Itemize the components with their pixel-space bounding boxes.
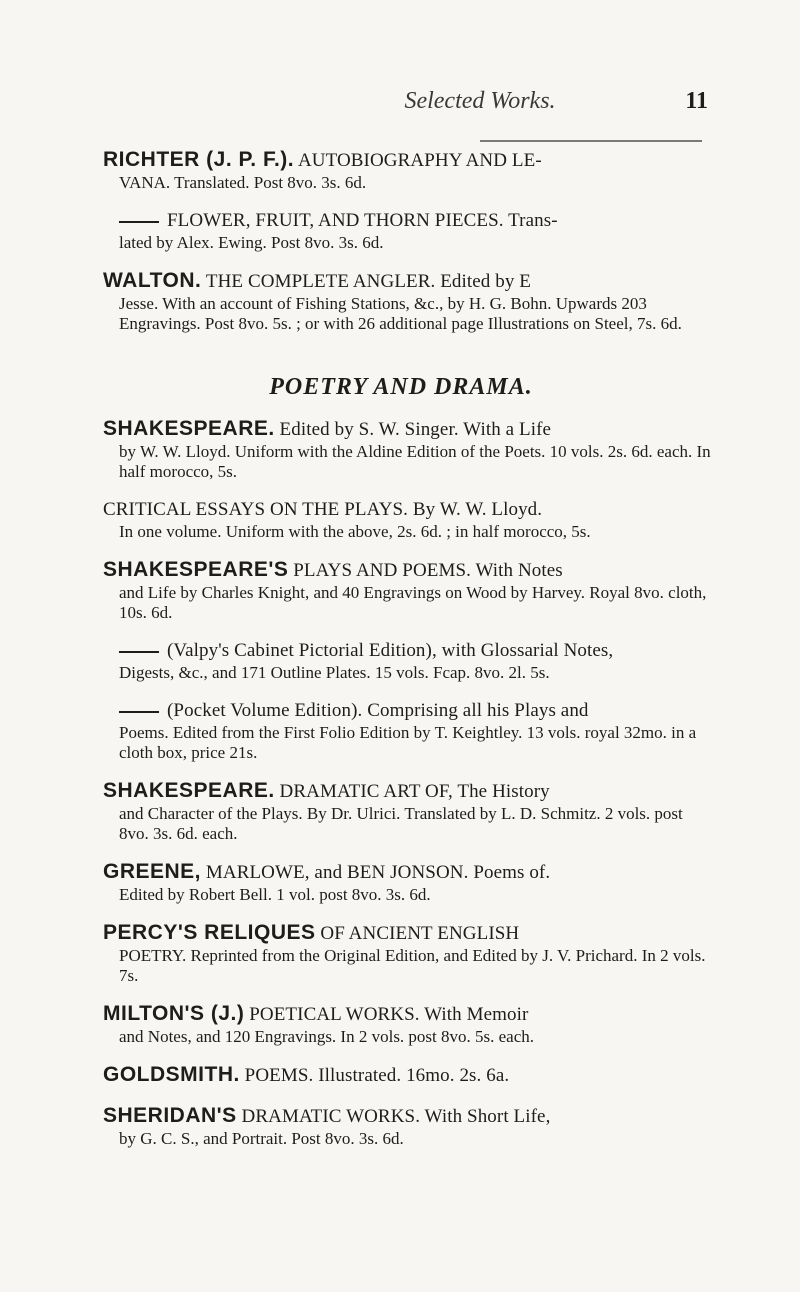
entry-heading: RICHTER (J. P. F.). (103, 148, 295, 171)
entry-heading: MILTON'S (J.) (103, 1002, 245, 1025)
entry-description: by W. W. Lloyd. Uniform with the Aldine Edition of the Poets. 10 vols. 2s. 6d. each. In half morocco, 5s. (119, 442, 711, 481)
entry-heading: SHAKESPEARE. (103, 779, 275, 802)
ditto-dash (119, 221, 159, 223)
entry-heading: WALTON. (103, 269, 202, 292)
catalogue-entry (103, 558, 713, 623)
entry-heading: SHAKESPEARE'S (103, 558, 289, 581)
entry-description: lated by Alex. Ewing. Post 8vo. 3s. 6d. (119, 233, 384, 252)
entry-title: THE COMPLETE ANGLER. Edited by E (201, 271, 532, 292)
page-header (0, 88, 800, 124)
catalogue-entry (103, 1104, 713, 1149)
catalogue-listing (103, 148, 713, 1149)
entry-title: AUTOBIOGRAPHY AND LE- (294, 150, 542, 171)
entry-title: (Pocket Volume Edition). Comprising all his Plays and (167, 700, 589, 721)
entry-description: In one volume. Uniform with the above, 2s. 6d. ; in half morocco, 5s. (119, 522, 591, 541)
entry-title: FLOWER, FRUIT, AND THORN PIECES. Trans- (167, 210, 558, 231)
section-heading: POETRY AND DRAMA. (269, 374, 533, 400)
catalogue-entry (103, 1002, 713, 1047)
entry-heading: GOLDSMITH. (103, 1063, 240, 1086)
entry-heading: SHAKESPEARE. (103, 417, 275, 440)
entry-description: and Character of the Plays. By Dr. Ulrici. Translated by L. D. Schmitz. 2 vols. post 8vo. 3s. 6d. each. (119, 804, 683, 843)
entry-title: (Valpy's Cabinet Pictorial Edition), with Glossarial Notes, (167, 640, 614, 661)
running-title: Selected Works. (404, 88, 556, 114)
catalogue-entry (103, 921, 713, 986)
catalogue-entry (103, 779, 713, 844)
entry-title: POEMS. Illustrated. 16mo. 2s. 6a. (239, 1065, 510, 1086)
entry-title: PLAYS AND POEMS. With Notes (288, 560, 563, 581)
entry-heading: SHERIDAN'S (103, 1104, 237, 1127)
entry-description: Jesse. With an account of Fishing Stations, &c., by H. G. Bohn. Upwards 203 Engravings. Post 8vo. 5s. ; or with 26 additional page Illustrations on Steel, 7s. 6d. (119, 294, 682, 333)
entry-description: by G. C. S., and Portrait. Post 8vo. 3s. 6d. (119, 1129, 404, 1148)
entry-description: Digests, &c., and 171 Outline Plates. 15 vols. Fcap. 8vo. 2l. 5s. (119, 663, 550, 682)
catalogue-entry (103, 498, 713, 542)
page-number: 11 (685, 88, 708, 114)
entry-title: DRAMATIC WORKS. With Short Life, (236, 1106, 551, 1127)
ditto-dash (119, 651, 159, 653)
entry-title: Edited by S. W. Singer. With a Life (274, 419, 552, 440)
entry-description: and Life by Charles Knight, and 40 Engravings on Wood by Harvey. Royal 8vo. cloth, 10s. 6d. (119, 583, 707, 622)
catalogue-entry (103, 699, 713, 763)
entry-description: POETRY. Reprinted from the Original Edition, and Edited by J. V. Prichard. In 2 vols. 7s. (119, 946, 706, 985)
catalogue-entry (103, 269, 713, 334)
entry-description: Edited by Robert Bell. 1 vol. post 8vo. 3s. 6d. (119, 885, 431, 904)
entry-title: POETICAL WORKS. With Memoir (244, 1004, 529, 1025)
catalogue-entry (103, 417, 713, 482)
catalogue-entry (103, 209, 713, 253)
entry-title: MARLOWE, and BEN JONSON. Poems of. (201, 862, 551, 883)
catalogue-entry (103, 860, 713, 905)
header-rule (480, 140, 702, 142)
entry-title: OF ANCIENT ENGLISH (315, 923, 520, 944)
catalogue-entry (103, 148, 713, 193)
entry-description: and Notes, and 120 Engravings. In 2 vols. post 8vo. 5s. each. (119, 1027, 535, 1046)
entry-heading: PERCY'S RELIQUES (103, 921, 316, 944)
catalogue-entry (103, 639, 713, 683)
entry-title: DRAMATIC ART OF, The History (274, 781, 550, 802)
ditto-dash (119, 711, 159, 713)
catalogue-entry (103, 1063, 713, 1088)
entry-description: VANA. Translated. Post 8vo. 3s. 6d. (119, 173, 367, 192)
entry-heading: GREENE, (103, 860, 202, 883)
entry-title: CRITICAL ESSAYS ON THE PLAYS. By W. W. Lloyd. (103, 499, 543, 520)
entry-description: Poems. Edited from the First Folio Edition by T. Keightley. 13 vols. royal 32mo. in a cloth box, price 21s. (119, 723, 697, 762)
